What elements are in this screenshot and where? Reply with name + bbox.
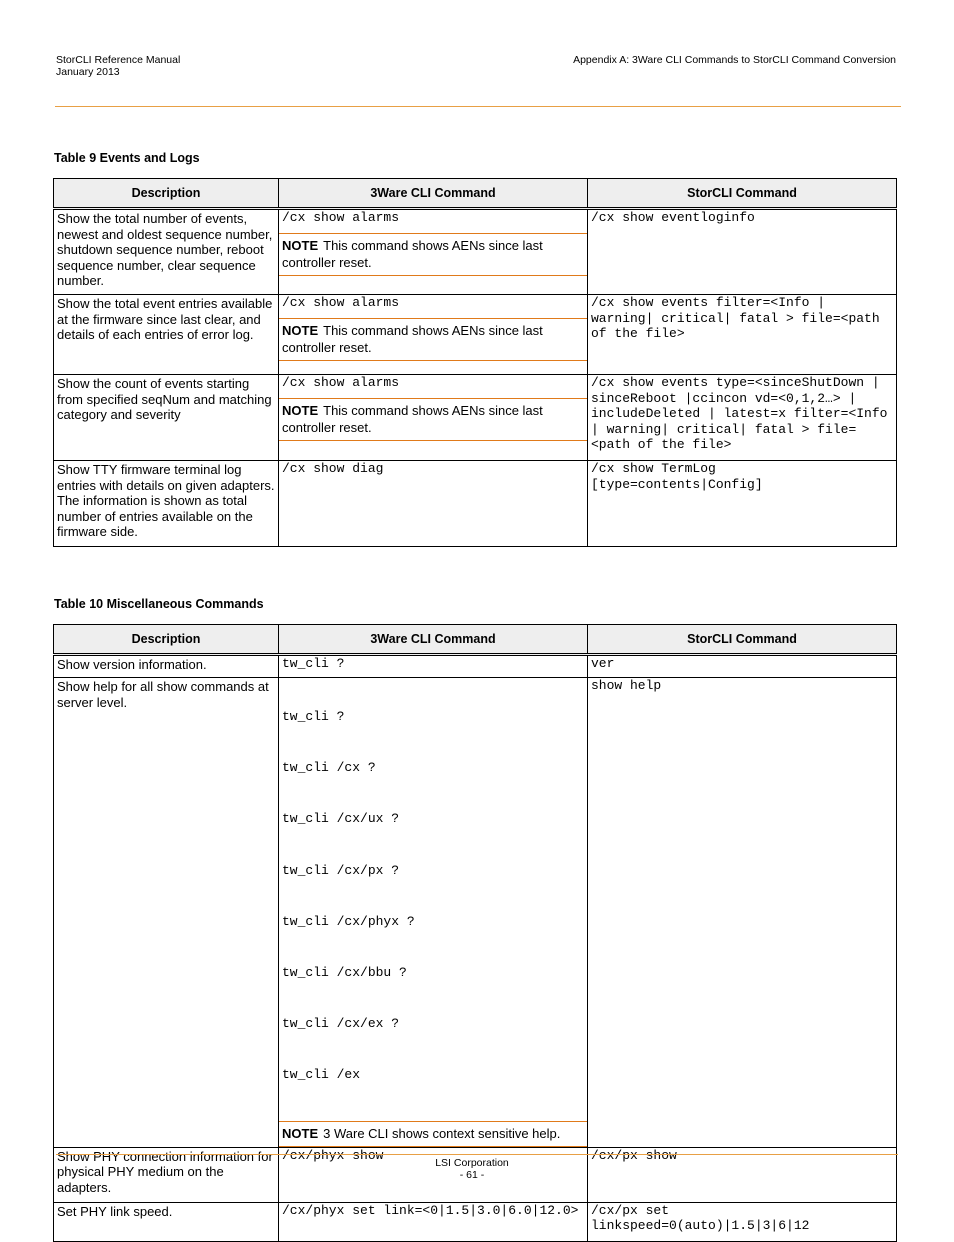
- cell-description: Show the count of events starting from specified seqNum and matching category and severity: [54, 375, 279, 461]
- cli-command: /cx show diag: [282, 461, 384, 476]
- note-text: This command shows AENs since last controller reset.: [282, 322, 543, 355]
- cli-command: tw_cli /cx/phyx ?: [282, 913, 415, 929]
- cell-3ware-cli: [279, 461, 588, 547]
- table10-caption: Table 10 Miscellaneous Commands: [54, 597, 264, 611]
- cli-command-list: [282, 678, 584, 1119]
- cell-storcli: [588, 295, 897, 375]
- note-label: NOTE: [282, 1125, 319, 1141]
- table-row: [54, 375, 897, 461]
- note-box: [279, 398, 587, 441]
- cli-command: tw_cli /ex: [282, 1067, 361, 1083]
- storcli-command: /cx show events type=<sinceShutDown | sinceReboot |ccincon vd=<0,1,2…> | includeDeleted | latest=x filter=<Info | warning| critical| fatal > file=<path of the file>: [591, 375, 896, 452]
- cli-command: tw_cli ?: [282, 656, 345, 671]
- page-number: - 61 -: [459, 1169, 485, 1181]
- cell-description: Show help for all show commands at server level.: [54, 678, 279, 1148]
- table10-miscellaneous-commands: [53, 624, 897, 1242]
- table-row: [54, 461, 897, 547]
- cell-storcli: [588, 655, 897, 678]
- cell-storcli: [588, 209, 897, 295]
- table-row: [54, 678, 897, 1148]
- note-label: NOTE: [282, 402, 319, 418]
- storcli-command: /cx show eventloginfo: [591, 210, 755, 225]
- footer-rule: [56, 1154, 898, 1155]
- note-text: 3 Ware CLI shows context sensitive help.: [323, 1125, 561, 1141]
- note-box: [279, 1121, 587, 1147]
- cell-description: Show the total event entries available at the firmware since last clear, and details of each entries of error log.: [54, 295, 279, 375]
- cli-command: tw_cli /cx/ux ?: [282, 811, 400, 827]
- cli-command: /cx/phyx set link=<0|1.5|3.0|6.0|12.0>: [282, 1202, 579, 1218]
- cli-command: tw_cli /cx ?: [282, 760, 376, 776]
- running-header-left: [56, 54, 180, 78]
- cell-3ware-cli: [279, 375, 588, 461]
- column-header-3ware-cli: 3Ware CLI Command: [279, 179, 588, 209]
- table-row: [54, 1202, 897, 1241]
- cli-command: tw_cli /cx/bbu ?: [282, 964, 407, 980]
- cli-command: /cx show alarms: [282, 210, 400, 225]
- column-header-description: Description: [54, 625, 279, 655]
- table9-events-and-logs: [53, 178, 897, 547]
- cell-description: Show the total number of events, newest and oldest sequence number, shutdown sequence number, reboot sequence number, clear sequence number.: [54, 209, 279, 295]
- cell-description: Show PHY connection information for physical PHY medium on the adapters.: [54, 1147, 279, 1202]
- cli-command: tw_cli ?: [282, 709, 345, 724]
- cell-description: Set PHY link speed.: [54, 1202, 279, 1241]
- cli-command: tw_cli /cx/px ?: [282, 862, 400, 878]
- note-label: NOTE: [282, 322, 319, 338]
- cell-3ware-cli: [279, 655, 588, 678]
- storcli-command: /cx show TermLog [type=contents|Config]: [591, 461, 763, 492]
- storcli-command: show help: [591, 678, 662, 693]
- cell-3ware-cli: [279, 1202, 588, 1241]
- storcli-command: /cx/px set linkspeed=0(auto)|1.5|3|6|12: [591, 1202, 810, 1233]
- table-row: [54, 295, 897, 375]
- note-text: This command shows AENs since last controller reset.: [282, 237, 543, 270]
- cell-storcli: [588, 1202, 897, 1241]
- table9-caption: Table 9 Events and Logs: [54, 151, 200, 165]
- table10-header-row: [54, 625, 897, 655]
- column-header-3ware-cli: 3Ware CLI Command: [279, 625, 588, 655]
- note-text: This command shows AENs since last controller reset.: [282, 402, 543, 435]
- cell-3ware-cli: [279, 209, 588, 295]
- cell-3ware-cli: [279, 295, 588, 375]
- manual-title: StorCLI Reference Manual: [56, 54, 181, 66]
- cli-command: /cx/phyx show: [282, 1147, 384, 1163]
- note-box: [279, 318, 587, 361]
- storcli-command: /cx/px show: [591, 1147, 677, 1163]
- running-header-right: Appendix A: 3Ware CLI Commands to StorCLI Command Conversion: [573, 54, 896, 66]
- table9-header-row: [54, 179, 897, 209]
- cli-command: tw_cli /cx/ex ?: [282, 1016, 400, 1032]
- column-header-storcli: StorCLI Command: [588, 625, 897, 655]
- cell-storcli: [588, 461, 897, 547]
- cell-storcli: [588, 375, 897, 461]
- storcli-command: /cx show events filter=<Info | warning| critical| fatal > file=<path of the file>: [591, 295, 888, 341]
- page-footer: [0, 1157, 944, 1181]
- table-row: [54, 655, 897, 678]
- header-rule: [55, 106, 901, 107]
- footer-company: LSI Corporation: [435, 1157, 509, 1169]
- column-header-storcli: StorCLI Command: [588, 179, 897, 209]
- cli-command: /cx show alarms: [282, 375, 400, 390]
- manual-date: January 2013: [56, 66, 120, 78]
- column-header-description: Description: [54, 179, 279, 209]
- cell-description: Show version information.: [54, 655, 279, 678]
- storcli-command: ver: [591, 656, 615, 671]
- note-label: NOTE: [282, 237, 319, 253]
- cell-storcli: [588, 678, 897, 1148]
- table-row: [54, 209, 897, 295]
- cell-3ware-cli: [279, 678, 588, 1148]
- cli-command: /cx show alarms: [282, 295, 400, 310]
- note-box: [279, 233, 587, 276]
- cell-description: Show TTY firmware terminal log entries with details on given adapters. The information is shown as total number of entries available on the firmware side.: [54, 461, 279, 547]
